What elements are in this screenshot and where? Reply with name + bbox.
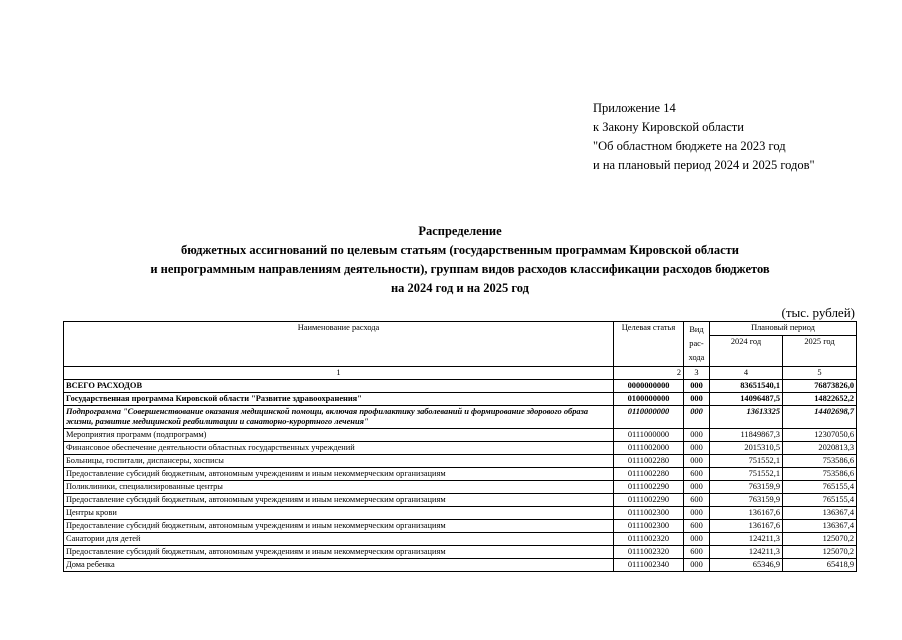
row-kind-code: 600 (684, 546, 710, 559)
column-number-row (64, 367, 857, 380)
row-value-2025: 136367,4 (783, 520, 857, 533)
row-name: Санатории для детей (64, 533, 614, 546)
row-kind-code: 000 (684, 507, 710, 520)
appendix-line-1: Приложение 14 (593, 101, 676, 115)
col-num-5: 5 (783, 367, 857, 380)
header-target: Целевая статья (614, 322, 684, 367)
appendix-line-2: к Закону Кировской области (593, 120, 744, 134)
title-line-4: на 2024 год и на 2025 год (390, 281, 529, 295)
row-value-2024: 83651540,1 (710, 380, 783, 393)
row-name: Поликлиники, специализированные центры (64, 481, 614, 494)
row-name: Больницы, госпитали, диспансеры, хосписы (64, 455, 614, 468)
table-row (64, 533, 857, 546)
row-kind-code: 000 (684, 429, 710, 442)
row-name: ВСЕГО РАСХОДОВ (64, 380, 614, 393)
table-row (64, 393, 857, 406)
row-name: Центры крови (64, 507, 614, 520)
table-row (64, 546, 857, 559)
row-value-2024: 124211,3 (710, 533, 783, 546)
row-value-2024: 13613325 (710, 406, 783, 429)
table-row (64, 380, 857, 393)
row-value-2024: 2015310,5 (710, 442, 783, 455)
header-kind: Вид рас-хода (684, 322, 710, 367)
row-value-2025: 65418,9 (783, 559, 857, 572)
row-target-code: 0111002300 (614, 507, 684, 520)
header-row (64, 322, 857, 336)
row-value-2024: 124211,3 (710, 546, 783, 559)
row-name: Финансовое обеспечение деятельности областных государственных учреждений (64, 442, 614, 455)
table-row (64, 494, 857, 507)
appendix-note (593, 99, 815, 175)
row-kind-code: 000 (684, 393, 710, 406)
table-row (64, 507, 857, 520)
col-num-4: 4 (710, 367, 783, 380)
row-name: Подпрограмма "Совершенствование оказания медицинской помощи, включая профилактику заболеваний и формирование здорового образа жизни, развитие медицинской реабилитации и санаторно-курортного лечения" (64, 406, 614, 429)
budget-table (63, 321, 857, 572)
row-target-code: 0111002280 (614, 455, 684, 468)
row-value-2024: 763159,9 (710, 494, 783, 507)
row-value-2024: 136167,6 (710, 520, 783, 533)
row-target-code: 0111000000 (614, 429, 684, 442)
title-line-1: Распределение (418, 224, 502, 238)
row-value-2025: 14402698,7 (783, 406, 857, 429)
row-name: Дома ребенка (64, 559, 614, 572)
row-target-code: 0111002000 (614, 442, 684, 455)
row-kind-code: 000 (684, 406, 710, 429)
table-row (64, 468, 857, 481)
header-2025: 2025 год (783, 336, 857, 367)
row-target-code: 0111002300 (614, 520, 684, 533)
row-value-2025: 765155,4 (783, 481, 857, 494)
col-num-2: 2 (614, 367, 684, 380)
units-label: (тыс. рублей) (781, 305, 855, 320)
row-value-2024: 65346,9 (710, 559, 783, 572)
row-kind-code: 600 (684, 520, 710, 533)
row-target-code: 0000000000 (614, 380, 684, 393)
table-row (64, 559, 857, 572)
row-value-2025: 12307050,6 (783, 429, 857, 442)
row-target-code: 0100000000 (614, 393, 684, 406)
table-row (64, 481, 857, 494)
header-name: Наименование расхода (64, 322, 614, 367)
row-kind-code: 000 (684, 559, 710, 572)
row-name: Предоставление субсидий бюджетным, автономным учреждениям и иным некоммерческим организациям (64, 494, 614, 507)
header-period: Плановый период (710, 322, 857, 336)
row-value-2024: 136167,6 (710, 507, 783, 520)
row-kind-code: 000 (684, 533, 710, 546)
row-name: Предоставление субсидий бюджетным, автономным учреждениям и иным некоммерческим организациям (64, 546, 614, 559)
row-name: Государственная программа Кировской области "Развитие здравоохранения" (64, 393, 614, 406)
row-name: Предоставление субсидий бюджетным, автономным учреждениям и иным некоммерческим организациям (64, 520, 614, 533)
appendix-line-3: "Об областном бюджете на 2023 год (593, 139, 786, 153)
table-row (64, 406, 857, 429)
row-value-2025: 765155,4 (783, 494, 857, 507)
table-row (64, 429, 857, 442)
row-target-code: 0111002290 (614, 494, 684, 507)
table-row (64, 520, 857, 533)
document-title (60, 222, 860, 298)
row-value-2024: 751552,1 (710, 468, 783, 481)
appendix-line-4: и на плановый период 2024 и 2025 годов" (593, 158, 815, 172)
title-line-2: бюджетных ассигнований по целевым статьям (государственным программам Кировской области (180, 243, 739, 257)
header-2024: 2024 год (710, 336, 783, 367)
row-target-code: 0111002290 (614, 481, 684, 494)
row-kind-code: 000 (684, 481, 710, 494)
row-target-code: 0111002340 (614, 559, 684, 572)
table-row (64, 455, 857, 468)
row-target-code: 0111002320 (614, 533, 684, 546)
row-value-2025: 753586,6 (783, 468, 857, 481)
row-value-2025: 136367,4 (783, 507, 857, 520)
row-value-2025: 125070,2 (783, 533, 857, 546)
col-num-3: 3 (684, 367, 710, 380)
row-value-2025: 753586,6 (783, 455, 857, 468)
row-value-2024: 14096487,5 (710, 393, 783, 406)
row-value-2025: 125070,2 (783, 546, 857, 559)
row-kind-code: 600 (684, 494, 710, 507)
row-kind-code: 600 (684, 468, 710, 481)
row-target-code: 0111002320 (614, 546, 684, 559)
row-kind-code: 000 (684, 380, 710, 393)
row-name: Мероприятия программ (подпрограмм) (64, 429, 614, 442)
row-target-code: 0110000000 (614, 406, 684, 429)
row-value-2024: 763159,9 (710, 481, 783, 494)
row-kind-code: 000 (684, 442, 710, 455)
row-kind-code: 000 (684, 455, 710, 468)
row-value-2024: 11849867,3 (710, 429, 783, 442)
row-value-2025: 2020813,3 (783, 442, 857, 455)
row-value-2024: 751552,1 (710, 455, 783, 468)
row-value-2025: 14822652,2 (783, 393, 857, 406)
table-row (64, 442, 857, 455)
row-name: Предоставление субсидий бюджетным, автономным учреждениям и иным некоммерческим организациям (64, 468, 614, 481)
col-num-1: 1 (64, 367, 614, 380)
row-value-2025: 76873826,0 (783, 380, 857, 393)
title-line-3: и непрограммным направлениям деятельности), группам видов расходов классификации расходов бюджетов (150, 262, 770, 276)
row-target-code: 0111002280 (614, 468, 684, 481)
